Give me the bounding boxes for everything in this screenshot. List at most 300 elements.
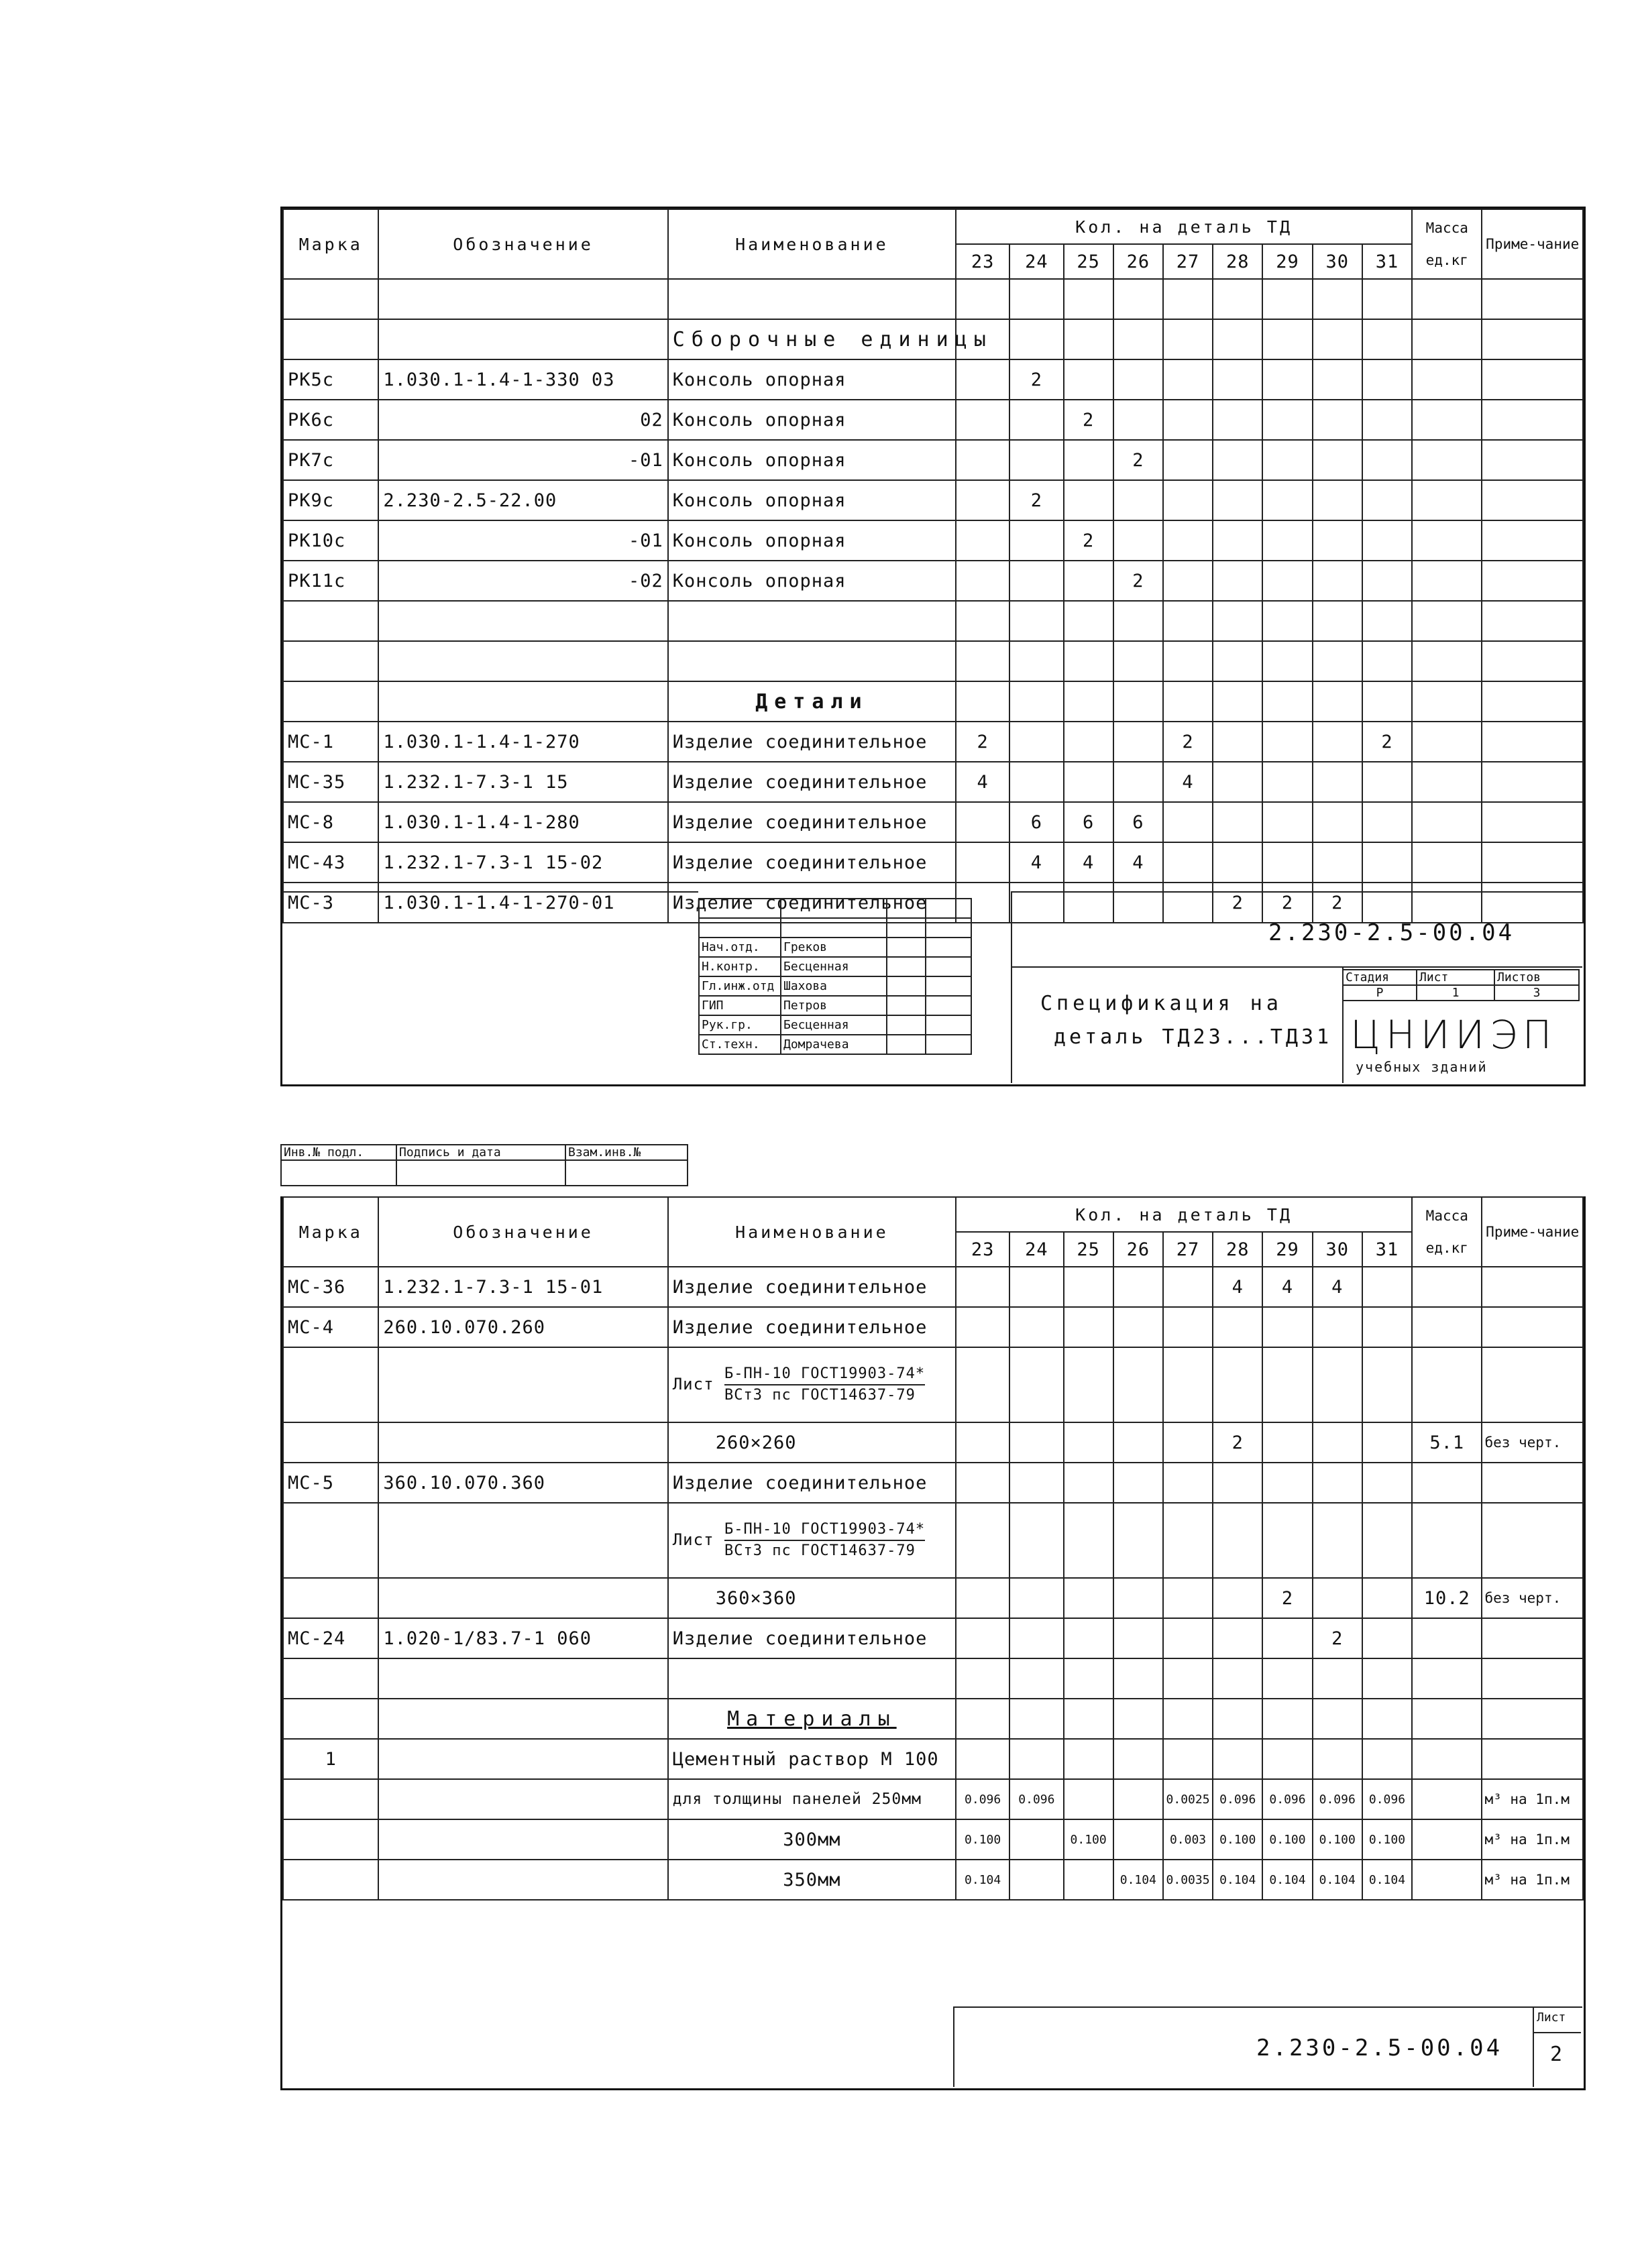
massa-cell (1412, 681, 1482, 722)
qty-cell (1213, 681, 1262, 722)
massa-cell (1412, 802, 1482, 842)
qty-cell (1163, 1699, 1213, 1739)
signer-role: Н.контр. (699, 957, 781, 976)
qty-cell (1009, 1307, 1063, 1347)
qty-cell (956, 279, 1009, 319)
massa-cell (1412, 279, 1482, 319)
qty-cell: 0.003 (1163, 1819, 1213, 1860)
qty-cell (1064, 601, 1113, 641)
qty-cell (1262, 601, 1312, 641)
qty-cell (956, 1658, 1009, 1699)
qty-cell (1313, 1463, 1362, 1503)
qty-cell (1113, 762, 1163, 802)
qty-cell (956, 1503, 1009, 1578)
qty-cell: 2 (1064, 400, 1113, 440)
header-marka-2: Марка (283, 1197, 378, 1267)
oboznachenie-cell: 1.232.1-7.3-1 15-02 (378, 842, 667, 883)
oboznachenie-cell: 1.020-1/83.7-1 060 (378, 1618, 667, 1658)
qty-cell (1064, 1779, 1113, 1819)
qty-cell (1213, 1347, 1262, 1422)
marka-cell: РК10с (283, 520, 378, 561)
list-prefix: Лист (672, 1375, 714, 1394)
qty-cell (1113, 601, 1163, 641)
prim-cell (1482, 842, 1583, 883)
qty-cell (1113, 480, 1163, 520)
qty-cell: 0.100 (1313, 1819, 1362, 1860)
qty-cell (1362, 1267, 1412, 1307)
qty-cell: 6 (1064, 802, 1113, 842)
org-subtitle: учебных зданий (1356, 1059, 1488, 1075)
naimenovanie-cell (668, 601, 956, 641)
table-row (283, 1503, 1583, 1578)
qty-cell (1213, 359, 1262, 400)
qty-cell (1163, 400, 1213, 440)
fraction-numerator: Б-ПН-10 ГОСТ19903-74* (724, 1364, 925, 1385)
qty-cell (1163, 1618, 1213, 1658)
qty-cell (1313, 722, 1362, 762)
massa-cell (1412, 722, 1482, 762)
signer-role: ГИП (699, 996, 781, 1015)
naimenovanie-cell: Изделие соединительное (668, 1463, 956, 1503)
qty-cell: 0.100 (1362, 1819, 1412, 1860)
qty-cell (1064, 561, 1113, 601)
qty-cell (1113, 1819, 1163, 1860)
oboznachenie-cell: 02 (378, 400, 667, 440)
qty-cell: 2 (1009, 480, 1063, 520)
qty-cell (1009, 641, 1063, 681)
qty-cell (956, 440, 1009, 480)
inventory-stamp (280, 1144, 688, 1186)
qty-cell (1362, 1422, 1412, 1463)
marka-cell (283, 1578, 378, 1618)
naimenovanie-cell: Изделие соединительное (668, 842, 956, 883)
qty-cell (1213, 561, 1262, 601)
qty-cell (1163, 1307, 1213, 1347)
naimenovanie-cell: Консоль опорная (668, 520, 956, 561)
qty-cell (1262, 520, 1312, 561)
document-code: 2.230-2.5-00.04 (1268, 919, 1515, 946)
signer-name: Греков (781, 938, 887, 957)
signer-empty (781, 899, 887, 918)
oboznachenie-cell: -02 (378, 561, 667, 601)
massa-cell (1412, 1699, 1482, 1739)
prim-cell (1482, 802, 1583, 842)
qty-cell (1262, 802, 1312, 842)
marka-cell (283, 681, 378, 722)
qty-cell: 0.0025 (1163, 1779, 1213, 1819)
qty-cell (956, 641, 1009, 681)
naimenovanie-cell: Консоль опорная (668, 400, 956, 440)
qty-cell (956, 1347, 1009, 1422)
header-prim-2: Приме-чание (1482, 1197, 1583, 1267)
qty-cell (1064, 279, 1113, 319)
qty-cell (1113, 722, 1163, 762)
qty-cell: 0.104 (1262, 1860, 1312, 1900)
qty-cell (956, 802, 1009, 842)
marka-cell (283, 279, 378, 319)
prim-cell: м³ на 1п.м (1482, 1860, 1583, 1900)
massa-cell (1412, 1860, 1482, 1900)
qty-cell (956, 480, 1009, 520)
naimenovanie-cell: 300мм (668, 1819, 956, 1860)
qty-cell (1362, 520, 1412, 561)
qty-cell (1313, 359, 1362, 400)
prim-cell (1482, 762, 1583, 802)
qty-cell: 0.104 (1313, 1860, 1362, 1900)
qty-cell (1213, 802, 1262, 842)
inv-podl-label: Инв.№ подл. (281, 1145, 396, 1160)
prim-cell (1482, 1267, 1583, 1307)
s2-col-31: 31 (1362, 1232, 1412, 1267)
naimenovanie-cell (668, 1658, 956, 1699)
oboznachenie-cell (378, 1347, 667, 1422)
header-massa-2: Масса ед.кг (1412, 1197, 1482, 1267)
table-row (283, 359, 1583, 400)
vzam-inv-cell (565, 1160, 688, 1186)
header-marka: Марка (283, 209, 378, 279)
fraction-denominator: ВСт3 пс ГОСТ14637-79 (724, 1542, 916, 1559)
qty-cell (1113, 1699, 1163, 1739)
s1-col-24: 24 (1009, 244, 1063, 279)
qty-cell (1213, 1658, 1262, 1699)
prim-cell (1482, 1658, 1583, 1699)
marka-cell: МС-43 (283, 842, 378, 883)
prim-cell (1482, 722, 1583, 762)
listov-label: Листов (1494, 970, 1579, 985)
header-oboznachenie-2: Обозначение (378, 1197, 667, 1267)
qty-cell (1313, 561, 1362, 601)
list-value: 1 (1417, 985, 1494, 1001)
qty-cell (1113, 1307, 1163, 1347)
table-row (283, 641, 1583, 681)
qty-cell (1213, 1739, 1262, 1779)
spec-title-line2: деталь ТД23...ТД31 (1054, 1025, 1333, 1049)
qty-cell (1362, 1578, 1412, 1618)
signature-cell (887, 1035, 926, 1054)
prim-cell (1482, 440, 1583, 480)
massa-cell (1412, 1819, 1482, 1860)
prim-cell (1482, 480, 1583, 520)
oboznachenie-cell (378, 1779, 667, 1819)
sheet2-code: 2.230-2.5-00.04 (1256, 2035, 1503, 2061)
qty-cell (1313, 520, 1362, 561)
qty-cell (1009, 1463, 1063, 1503)
qty-cell (1113, 1503, 1163, 1578)
qty-cell (1064, 1463, 1113, 1503)
prim-cell: м³ на 1п.м (1482, 1779, 1583, 1819)
table-row (283, 1307, 1583, 1347)
spec-table-1 (282, 209, 1584, 923)
qty-cell (1213, 1463, 1262, 1503)
header-kol: Кол. на деталь ТД (956, 209, 1412, 244)
org-logo: ЦНИИЭП (1350, 1012, 1557, 1058)
qty-cell (956, 601, 1009, 641)
qty-cell (1362, 1307, 1412, 1347)
qty-cell (1213, 279, 1262, 319)
oboznachenie-cell: 1.232.1-7.3-1 15-01 (378, 1267, 667, 1307)
qty-cell (1113, 319, 1163, 359)
table-row (283, 762, 1583, 802)
date-cell (926, 938, 971, 957)
qty-cell (1113, 1463, 1163, 1503)
qty-cell: 2 (1163, 722, 1213, 762)
qty-cell (1262, 400, 1312, 440)
podpis-data-label: Подпись и дата (396, 1145, 565, 1160)
prim-cell (1482, 601, 1583, 641)
oboznachenie-cell: 1.030.1-1.4-1-280 (378, 802, 667, 842)
qty-cell (1113, 1422, 1163, 1463)
naimenovanie-cell: Изделие соединительное (668, 762, 956, 802)
marka-cell (283, 1779, 378, 1819)
qty-cell (1009, 1658, 1063, 1699)
qty-cell (1009, 1739, 1063, 1779)
table-row (283, 319, 1583, 359)
table-row (283, 480, 1583, 520)
titleblock-empty-left (282, 891, 698, 1083)
massa-cell (1412, 1503, 1482, 1578)
qty-cell: 2 (956, 722, 1009, 762)
date-cell (926, 899, 971, 918)
naimenovanie-cell: Консоль опорная (668, 359, 956, 400)
qty-cell (1163, 681, 1213, 722)
qty-cell (1113, 1658, 1163, 1699)
qty-cell: 4 (1213, 1267, 1262, 1307)
naimenovanie-cell: Материалы (668, 1699, 956, 1739)
prim-cell: без черт. (1482, 1578, 1583, 1618)
prim-cell (1482, 319, 1583, 359)
prim-cell (1482, 1347, 1583, 1422)
oboznachenie-cell: -01 (378, 520, 667, 561)
qty-cell (1064, 641, 1113, 681)
prim-cell (1482, 561, 1583, 601)
s1-col-26: 26 (1113, 244, 1163, 279)
header-naimenovanie: Наименование (668, 209, 956, 279)
spec-sheet-1 (280, 207, 1586, 1086)
massa-cell (1412, 842, 1482, 883)
qty-cell (1163, 1422, 1213, 1463)
qty-cell (1262, 1503, 1312, 1578)
naimenovanie-cell (668, 1503, 956, 1578)
qty-cell: 2 (1113, 561, 1163, 601)
spec-table-2 (282, 1196, 1584, 1901)
qty-cell (1163, 480, 1213, 520)
header-oboznachenie: Обозначение (378, 209, 667, 279)
s2-col-26: 26 (1113, 1232, 1163, 1267)
qty-cell (1362, 1739, 1412, 1779)
qty-cell (1262, 279, 1312, 319)
oboznachenie-cell (378, 1819, 667, 1860)
qty-cell (1163, 1503, 1213, 1578)
table-row (283, 561, 1583, 601)
naimenovanie-cell: Изделие соединительное (668, 883, 956, 923)
qty-cell (1262, 1739, 1312, 1779)
marka-cell (283, 1819, 378, 1860)
podpis-data-cell (396, 1160, 565, 1186)
marka-cell (283, 1658, 378, 1699)
qty-cell (1163, 1739, 1213, 1779)
massa-cell (1412, 1739, 1482, 1779)
table-row (283, 1779, 1583, 1819)
oboznachenie-cell: 1.030.1-1.4-1-270-01 (378, 883, 667, 923)
prim-cell: без черт. (1482, 1422, 1583, 1463)
signature-cell (887, 918, 926, 938)
qty-cell (956, 1463, 1009, 1503)
qty-cell (1213, 1503, 1262, 1578)
qty-cell (1313, 480, 1362, 520)
massa-cell (1412, 319, 1482, 359)
qty-cell (1009, 1578, 1063, 1618)
qty-cell (1262, 319, 1312, 359)
sheet2-list-value: 2 (1550, 2043, 1563, 2066)
qty-cell (1313, 319, 1362, 359)
oboznachenie-cell: 1.030.1-1.4-1-330 03 (378, 359, 667, 400)
qty-cell (1313, 279, 1362, 319)
prim-cell (1482, 1463, 1583, 1503)
qty-cell (1009, 722, 1063, 762)
qty-cell (1064, 1347, 1113, 1422)
qty-cell (956, 1307, 1009, 1347)
qty-cell (1213, 1307, 1262, 1347)
qty-cell: 4 (1163, 762, 1213, 802)
date-cell (926, 1015, 971, 1035)
oboznachenie-cell (378, 1658, 667, 1699)
qty-cell (1313, 762, 1362, 802)
naimenovanie-cell: Консоль опорная (668, 440, 956, 480)
s1-col-31: 31 (1362, 244, 1412, 279)
oboznachenie-cell (378, 1860, 667, 1900)
oboznachenie-cell: 360.10.070.360 (378, 1463, 667, 1503)
qty-cell (956, 1578, 1009, 1618)
s2-col-25: 25 (1064, 1232, 1113, 1267)
signer-role: Рук.гр. (699, 1015, 781, 1035)
signer-role: Нач.отд. (699, 938, 781, 957)
s2-col-28: 28 (1213, 1232, 1262, 1267)
naimenovanie-cell: Изделие соединительное (668, 1307, 956, 1347)
marka-cell (283, 1699, 378, 1739)
qty-cell (956, 520, 1009, 561)
prim-cell (1482, 1307, 1583, 1347)
naimenovanie-cell: Изделие соединительное (668, 802, 956, 842)
naimenovanie-cell: Детали (668, 681, 956, 722)
qty-cell (1313, 842, 1362, 883)
massa-cell (1412, 1347, 1482, 1422)
table-row (283, 1463, 1583, 1503)
date-cell (926, 996, 971, 1015)
marka-cell: МС-35 (283, 762, 378, 802)
qty-cell: 2 (1313, 883, 1362, 923)
vzam-inv-label: Взам.инв.№ (565, 1145, 688, 1160)
list-prefix: Лист (672, 1530, 714, 1549)
qty-cell: 0.100 (1262, 1819, 1312, 1860)
qty-cell (1113, 1779, 1163, 1819)
header-prim: Приме-чание (1482, 209, 1583, 279)
qty-cell (1213, 722, 1262, 762)
material-fraction (724, 1364, 925, 1406)
qty-cell (1213, 400, 1262, 440)
sheet2-list-label: Лист (1537, 2010, 1566, 2025)
oboznachenie-cell: -01 (378, 440, 667, 480)
naimenovanie-cell (668, 279, 956, 319)
qty-cell: 0.096 (1362, 1779, 1412, 1819)
massa-cell (1412, 1618, 1482, 1658)
qty-cell: 0.104 (1362, 1860, 1412, 1900)
qty-cell (1163, 601, 1213, 641)
qty-cell (1362, 561, 1412, 601)
qty-cell (1113, 1578, 1163, 1618)
qty-cell (1064, 722, 1113, 762)
s1-col-29: 29 (1262, 244, 1312, 279)
qty-cell (1009, 762, 1063, 802)
stadia-value: Р (1343, 985, 1417, 1001)
qty-cell (1213, 319, 1262, 359)
stadia-label: Стадия (1343, 970, 1417, 985)
oboznachenie-cell (378, 681, 667, 722)
qty-cell (1064, 1658, 1113, 1699)
qty-cell: 0.096 (956, 1779, 1009, 1819)
qty-cell (1009, 279, 1063, 319)
qty-cell: 2 (1262, 1578, 1312, 1618)
prim-cell (1482, 641, 1583, 681)
marka-cell: МС-24 (283, 1618, 378, 1658)
table-row (283, 842, 1583, 883)
oboznachenie-cell: 1.232.1-7.3-1 15 (378, 762, 667, 802)
qty-cell (1009, 440, 1063, 480)
qty-cell (1213, 520, 1262, 561)
qty-cell: 2 (1009, 359, 1063, 400)
spec-title-line1: Спецификация на (1040, 992, 1282, 1015)
qty-cell (1362, 279, 1412, 319)
qty-cell (956, 1699, 1009, 1739)
marka-cell (283, 601, 378, 641)
qty-cell (1213, 480, 1262, 520)
qty-cell: 0.100 (956, 1819, 1009, 1860)
qty-cell (1064, 319, 1113, 359)
signer-empty (699, 918, 781, 938)
table-row (283, 1422, 1583, 1463)
table-row (283, 1267, 1583, 1307)
signature-cell (887, 996, 926, 1015)
qty-cell: 0.104 (1213, 1860, 1262, 1900)
qty-cell (1362, 1618, 1412, 1658)
qty-cell (1262, 1347, 1312, 1422)
qty-cell (1362, 480, 1412, 520)
table-row (283, 1347, 1583, 1422)
qty-cell (1362, 319, 1412, 359)
qty-cell: 2 (1213, 1422, 1262, 1463)
qty-cell (1213, 601, 1262, 641)
signer-name: Бесценная (781, 957, 887, 976)
oboznachenie-cell: 260.10.070.260 (378, 1307, 667, 1347)
naimenovanie-cell: Изделие соединительное (668, 1618, 956, 1658)
marka-cell: РК7с (283, 440, 378, 480)
qty-cell (1009, 1618, 1063, 1658)
qty-cell (1262, 722, 1312, 762)
qty-cell: 4 (1064, 842, 1113, 883)
qty-cell: 0.096 (1313, 1779, 1362, 1819)
qty-cell (1262, 480, 1312, 520)
naimenovanie-cell: для толщины панелей 250мм (668, 1779, 956, 1819)
oboznachenie-cell (378, 1578, 667, 1618)
qty-cell (1362, 1463, 1412, 1503)
marka-cell: РК5с (283, 359, 378, 400)
qty-cell (1113, 681, 1163, 722)
qty-cell: 2 (1262, 883, 1312, 923)
s1-col-25: 25 (1064, 244, 1113, 279)
qty-cell: 2 (1064, 520, 1113, 561)
qty-cell (1064, 1422, 1113, 1463)
qty-cell (1313, 1347, 1362, 1422)
marka-cell: МС-5 (283, 1463, 378, 1503)
